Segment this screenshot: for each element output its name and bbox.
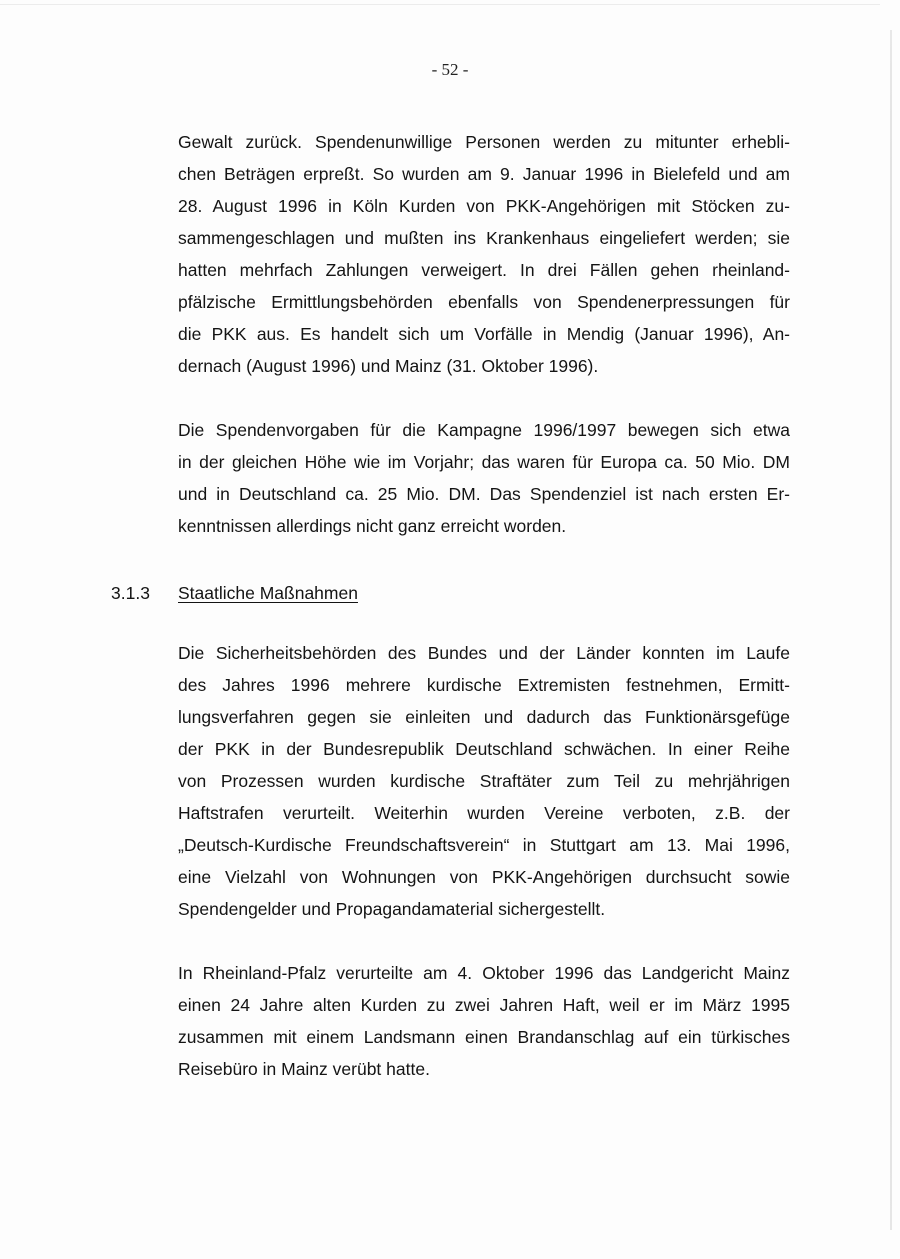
page-right-edge [890,30,892,1230]
section-title: Staatliche Maßnahmen [178,583,358,603]
text-line: zusammen mit einem Landsmann einen Brandanschlag auf ein türkisches [178,1027,790,1047]
text-line: pfälzische Ermittlungsbehörden ebenfalls von Spendenerpressungen für [178,292,790,312]
text-line: des Jahres 1996 mehrere kurdische Extremisten festnehmen, Ermitt- [178,675,790,695]
text-line: In Rheinland-Pfalz verurteilte am 4. Oktober 1996 das Landgericht Mainz [178,963,790,983]
text-line: und in Deutschland ca. 25 Mio. DM. Das Spendenziel ist nach ersten Er- [178,484,790,504]
paragraph-landgericht-mainz [178,957,790,1085]
text-line: lungsverfahren gegen sie einleiten und dadurch das Funktionärsgefüge [178,707,790,727]
text-line: Gewalt zurück. Spendenunwillige Personen werden zu mitunter erhebli- [178,132,790,152]
text-line: eine Vielzahl von Wohnungen von PKK-Angehörigen durchsucht sowie [178,867,790,887]
text-line: die PKK aus. Es handelt sich um Vorfälle in Mendig (Januar 1996), An- [178,324,790,344]
text-line: einen 24 Jahre alten Kurden zu zwei Jahren Haft, weil er im März 1995 [178,995,790,1015]
text-line: 28. August 1996 in Köln Kurden von PKK-Angehörigen mit Stöcken zu- [178,196,790,216]
paragraph-sicherheitsbehoerden [178,637,790,925]
text-line: chen Beträgen erpreßt. So wurden am 9. Januar 1996 in Bielefeld und am [178,164,790,184]
text-line: kenntnissen allerdings nicht ganz erreicht worden. [178,516,567,536]
section-number: 3.1.3 [111,583,150,603]
text-line: Die Sicherheitsbehörden des Bundes und der Länder konnten im Laufe [178,643,790,663]
text-line: Spendengelder und Propagandamaterial sichergestellt. [178,899,606,919]
text-line: sammengeschlagen und mußten ins Krankenhaus eingeliefert werden; sie [178,228,790,248]
paragraph-spendenvorgaben [178,414,790,542]
text-line: dernach (August 1996) und Mainz (31. Oktober 1996). [178,356,599,376]
text-line: Die Spendenvorgaben für die Kampagne 1996/1997 bewegen sich etwa [178,420,790,440]
paragraph-spendenerpressung [178,126,790,382]
text-line: „Deutsch-Kurdische Freundschaftsverein“ in Stuttgart am 13. Mai 1996, [178,835,790,855]
page-number: - 52 - [431,60,469,79]
text-line: in der gleichen Höhe wie im Vorjahr; das waren für Europa ca. 50 Mio. DM [178,452,790,472]
text-line: der PKK in der Bundesrepublik Deutschland schwächen. In einer Reihe [178,739,790,759]
text-line: Haftstrafen verurteilt. Weiterhin wurden Vereine verboten, z.B. der [178,803,790,823]
text-line: Reisebüro in Mainz verübt hatte. [178,1059,430,1079]
page-top-edge [0,4,880,5]
text-line: von Prozessen wurden kurdische Straftäter zum Teil zu mehrjährigen [178,771,790,791]
text-line: hatten mehrfach Zahlungen verweigert. In drei Fällen gehen rheinland- [178,260,790,280]
